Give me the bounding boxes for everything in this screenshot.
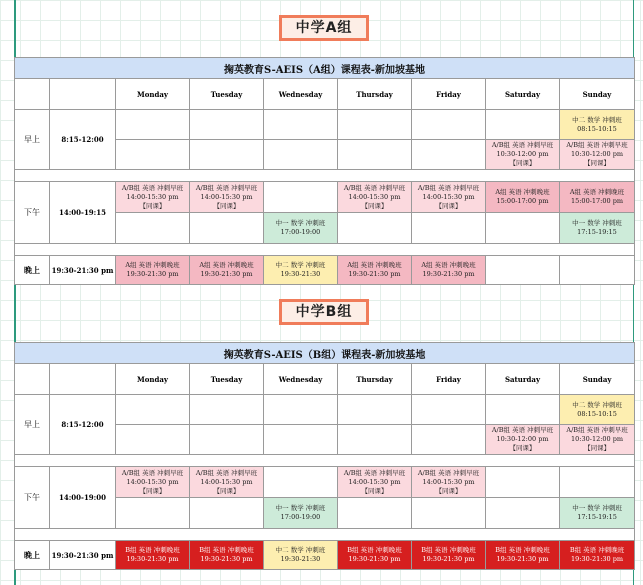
class-cell: B组 英语 冲刺晚班 19:30-21:30 pm <box>338 541 412 570</box>
class-cell: A组 英语 冲刺晚班 19:30-21:30 pm <box>190 256 264 285</box>
class-cell: B组 英语 冲刺晚班 19:30-21:30 pm <box>116 541 190 570</box>
day-sunday: Sunday <box>560 79 635 110</box>
class-cell: 中一 数学 冲刺班 17:15-19:15 <box>560 213 635 244</box>
class-cell: 中二 数学 冲刺班 08:15-10:15 <box>560 395 635 425</box>
day-monday: Monday <box>116 364 190 395</box>
class-cell: A/B组 英语 冲刺早班 10:30-12:00 pm 【同课】 <box>486 140 560 170</box>
schedule-table-a <box>14 57 635 285</box>
class-cell: A组 英语 冲刺晚班 15:00-17:00 pm <box>560 182 635 213</box>
class-cell: A组 英语 冲刺晚班 19:30-21:30 pm <box>338 256 412 285</box>
class-cell: A/B组 英语 冲刺早班 10:30-12:00 pm 【同课】 <box>560 140 635 170</box>
period-label: 晚上 <box>15 256 50 285</box>
class-cell: A/B组 英语 冲刺早班 14:00-15:30 pm 【同课】 <box>412 467 486 498</box>
class-cell: A/B组 英语 冲刺早班 14:00-15:30 pm 【同课】 <box>412 182 486 213</box>
period-time: 14:00-19:00 <box>50 467 116 529</box>
day-thursday: Thursday <box>338 364 412 395</box>
day-wednesday: Wednesday <box>264 79 338 110</box>
corner-cell <box>50 364 116 395</box>
afternoon-row-1 <box>15 182 635 213</box>
afternoon-row-1 <box>15 467 635 498</box>
period-label: 早上 <box>15 395 50 455</box>
class-cell: A组 英语 冲刺晚班 19:30-21:30 pm <box>412 256 486 285</box>
period-time: 8:15-12:00 <box>50 395 116 455</box>
class-cell: 中二 数学 冲刺班 19:30-21:30 <box>264 541 338 570</box>
schedule-title-a: 掬英教育S-AEIS（A组）课程表-新加坡基地 <box>15 58 635 79</box>
evening-row <box>15 541 635 570</box>
class-cell: 中二 数学 冲刺班 08:15-10:15 <box>560 110 635 140</box>
class-cell: B组 英语 冲刺晚班 19:30-21:30 pm <box>190 541 264 570</box>
period-label: 早上 <box>15 110 50 170</box>
period-time: 19:30-21:30 pm <box>50 256 116 285</box>
class-cell: 中一 数学 冲刺班 17:15-19:15 <box>560 498 635 529</box>
period-time: 14:00-19:15 <box>50 182 116 244</box>
header-row <box>15 79 635 110</box>
class-cell: B组 英语 冲刺晚班 19:30-21:30 pm <box>486 541 560 570</box>
day-sunday: Sunday <box>560 364 635 395</box>
day-tuesday: Tuesday <box>190 364 264 395</box>
day-tuesday: Tuesday <box>190 79 264 110</box>
class-cell: A组 英语 冲刺晚班 15:00-17:00 pm <box>486 182 560 213</box>
period-label: 下午 <box>15 467 50 529</box>
title-row <box>15 58 635 79</box>
period-time: 19:30-21:30 pm <box>50 541 116 570</box>
class-cell: A/B组 英语 冲刺早班 14:00-15:30 pm 【同课】 <box>116 467 190 498</box>
day-monday: Monday <box>116 79 190 110</box>
class-cell: B组 英语 冲刺晚班 19:30-21:30 pm <box>560 541 635 570</box>
class-cell: A/B组 英语 冲刺早班 14:00-15:30 pm 【同课】 <box>190 182 264 213</box>
day-thursday: Thursday <box>338 79 412 110</box>
corner-cell <box>15 79 50 110</box>
group-a-badge <box>279 15 369 41</box>
spacer-row <box>15 244 635 256</box>
evening-row <box>15 256 635 285</box>
class-cell: 中一 数学 冲刺班 17:00-19:00 <box>264 498 338 529</box>
day-wednesday: Wednesday <box>264 364 338 395</box>
spacer-row <box>15 170 635 182</box>
day-friday: Friday <box>412 79 486 110</box>
class-cell: A/B组 英语 冲刺早班 10:30-12:00 pm 【同课】 <box>560 425 635 455</box>
morning-row-1 <box>15 110 635 140</box>
spacer-row <box>15 529 635 541</box>
class-cell: A/B组 英语 冲刺早班 14:00-15:30 pm 【同课】 <box>338 467 412 498</box>
schedule-table-b <box>14 342 635 570</box>
class-cell: A组 英语 冲刺晚班 19:30-21:30 pm <box>116 256 190 285</box>
title-row <box>15 343 635 364</box>
class-cell: A/B组 英语 冲刺早班 14:00-15:30 pm 【同课】 <box>116 182 190 213</box>
day-saturday: Saturday <box>486 79 560 110</box>
morning-row-1 <box>15 395 635 425</box>
class-cell: A/B组 英语 冲刺早班 14:00-15:30 pm 【同课】 <box>190 467 264 498</box>
period-label: 晚上 <box>15 541 50 570</box>
group-a-badge-label: 中学A组 <box>282 18 366 38</box>
header-row <box>15 364 635 395</box>
class-cell: A/B组 英语 冲刺早班 14:00-15:30 pm 【同课】 <box>338 182 412 213</box>
corner-cell <box>15 364 50 395</box>
group-b-badge-label: 中学B组 <box>282 302 366 322</box>
schedule-title-b: 掬英教育S-AEIS（B组）课程表-新加坡基地 <box>15 343 635 364</box>
class-cell: A/B组 英语 冲刺早班 10:30-12:00 pm 【同课】 <box>486 425 560 455</box>
class-cell: 中一 数学 冲刺班 17:00-19:00 <box>264 213 338 244</box>
spacer-row <box>15 455 635 467</box>
group-b-badge <box>279 299 369 325</box>
period-label: 下午 <box>15 182 50 244</box>
period-time: 8:15-12:00 <box>50 110 116 170</box>
class-cell: B组 英语 冲刺晚班 19:30-21:30 pm <box>412 541 486 570</box>
corner-cell <box>50 79 116 110</box>
day-saturday: Saturday <box>486 364 560 395</box>
day-friday: Friday <box>412 364 486 395</box>
class-cell: 中二 数学 冲刺班 19:30-21:30 <box>264 256 338 285</box>
